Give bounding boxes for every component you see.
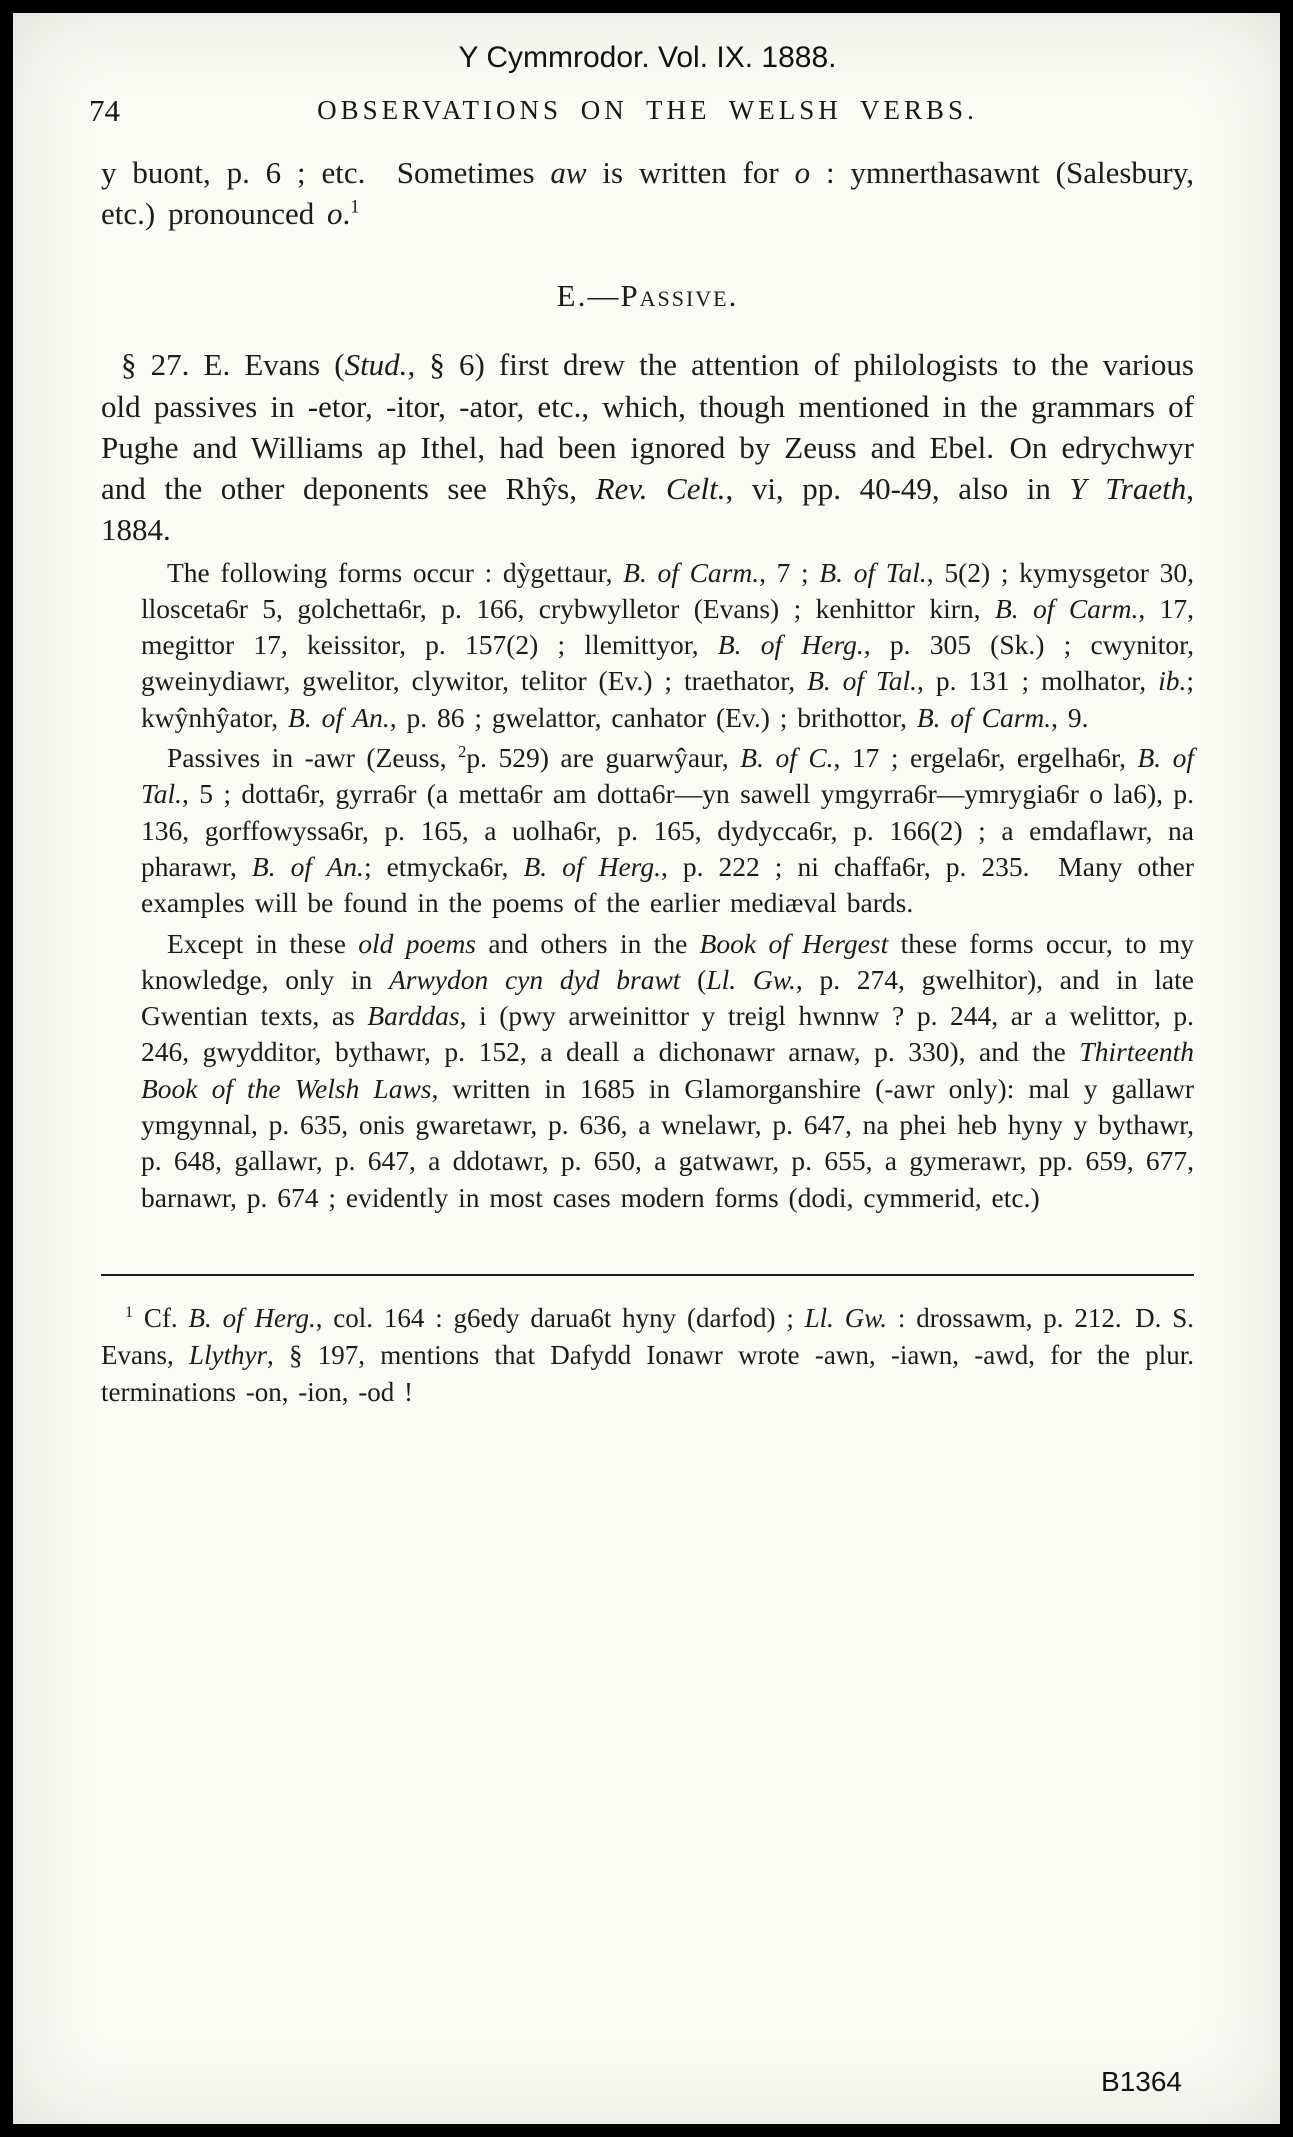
page-number: 74	[89, 93, 120, 128]
paragraph-intro: y buont, p. 6 ; etc. Sometimes aw is written for o : ymnerthasawnt (Salesbury, etc.) pronounced o.$^1$	[101, 155, 1194, 232]
footnote-text: $^1$ Cf. B. of Herg., col. 164 : g6edy darua6t hyny (darfod) ; Ll. Gw. : drossawm, p. 212. D. S. Evans, Llythyr, § 197, mentions that Dafydd Ionawr wrote -awn, -iawn, -awd, for the plur. terminations -on, -ion, -od !	[101, 1302, 1194, 1408]
catalog-stamp: B1364	[1101, 2066, 1182, 2097]
paragraph-section-27: § 27. E. Evans (Stud., § 6) first drew the attention of philologists to the various old passives in -etor, -itor, -ator, etc., which, though mentioned in the grammars of Pughe and Williams ap Ithel, had been ignored by Zeuss and Ebel. On edrychwyr and the other deponents see Rhŷs, Rev. Celt., vi, pp. 40-49, also in Y Traeth, 1884.	[101, 347, 1194, 548]
section-heading-passive: E.—Passive.	[556, 278, 739, 314]
volume-header: Y Cymmrodor. Vol. IX. 1888.	[458, 41, 837, 74]
running-head	[89, 93, 1194, 128]
paragraph-except-old-poems: Except in these old poems and others in the Book of Hergest these forms occur, to my knowledge, only in Arwydon cyn dyd brawt (Ll. Gw., p. 274, gwelhitor), and in late Gwentian texts, as Barddas, i (pwy arweinittor y treigl hwnnw ? p. 244, ar a welittor, p. 246, gwydditor, bythawr, p. 152, a deall a dichonawr arnaw, p. 330), and the Thirteenth Book of the Welsh Laws, written in 1685 in Glamorganshire (-awr only): mal y gallawr ymgynnal, p. 635, onis gwaretawr, p. 636, a wnelawr, p. 647, na phei heb hyny y bythawr, p. 648, gallawr, p. 647, a ddotawr, p. 650, a gatwawr, p. 655, a gymerawr, pp. 659, 677, barnawr, p. 674 ; evidently in most cases modern forms (dodi, cymmerid, etc.)	[141, 927, 1194, 1213]
page-content	[13, 13, 1280, 1412]
running-head-title: OBSERVATIONS ON THE WELSH VERBS.	[317, 95, 978, 125]
paragraph-passives-awr: Passives in -awr (Zeuss, $^2$p. 529) are guarwŷaur, B. of C., 17 ; ergela6r, ergelha6r, B. of Tal., 5 ; dotta6r, gyrra6r (a metta6r am dotta6r—yn sawell ymgyrra6r—ymrygia6r o la6), p. 136, gorffowyssa6r, p. 165, a uolha6r, p. 165, dydycca6r, p. 166(2) ; a emdaflawr, na pharawr, B. of An.; etmycka6r, B. of Herg., p. 222 ; ni chaffa6r, p. 235. Many other examples will be found in the poems of the earlier mediæval bards.	[141, 741, 1195, 919]
paragraph-forms-list: The following forms occur : dỳgettaur, B. of Carm., 7 ; B. of Tal., 5(2) ; kymysgetor 30, llosceta6r 5, golchetta6r, p. 166, crybwylletor (Evans) ; kenhittor kirn, B. of Carm., 17, megittor 17, keissitor, p. 157(2) ; llemittyor, B. of Herg., p. 305 (Sk.) ; cwynitor, gweinydiawr, gwelitor, clywitor, telitor (Ev.) ; traethator, B. of Tal., p. 131 ; molhator, ib.; kwŷnhŷator, B. of An., p. 86 ; gwelattor, canhator (Ev.) ; brithottor, B. of Carm., 9.	[141, 556, 1195, 733]
footnote-rule	[101, 1274, 1194, 1276]
